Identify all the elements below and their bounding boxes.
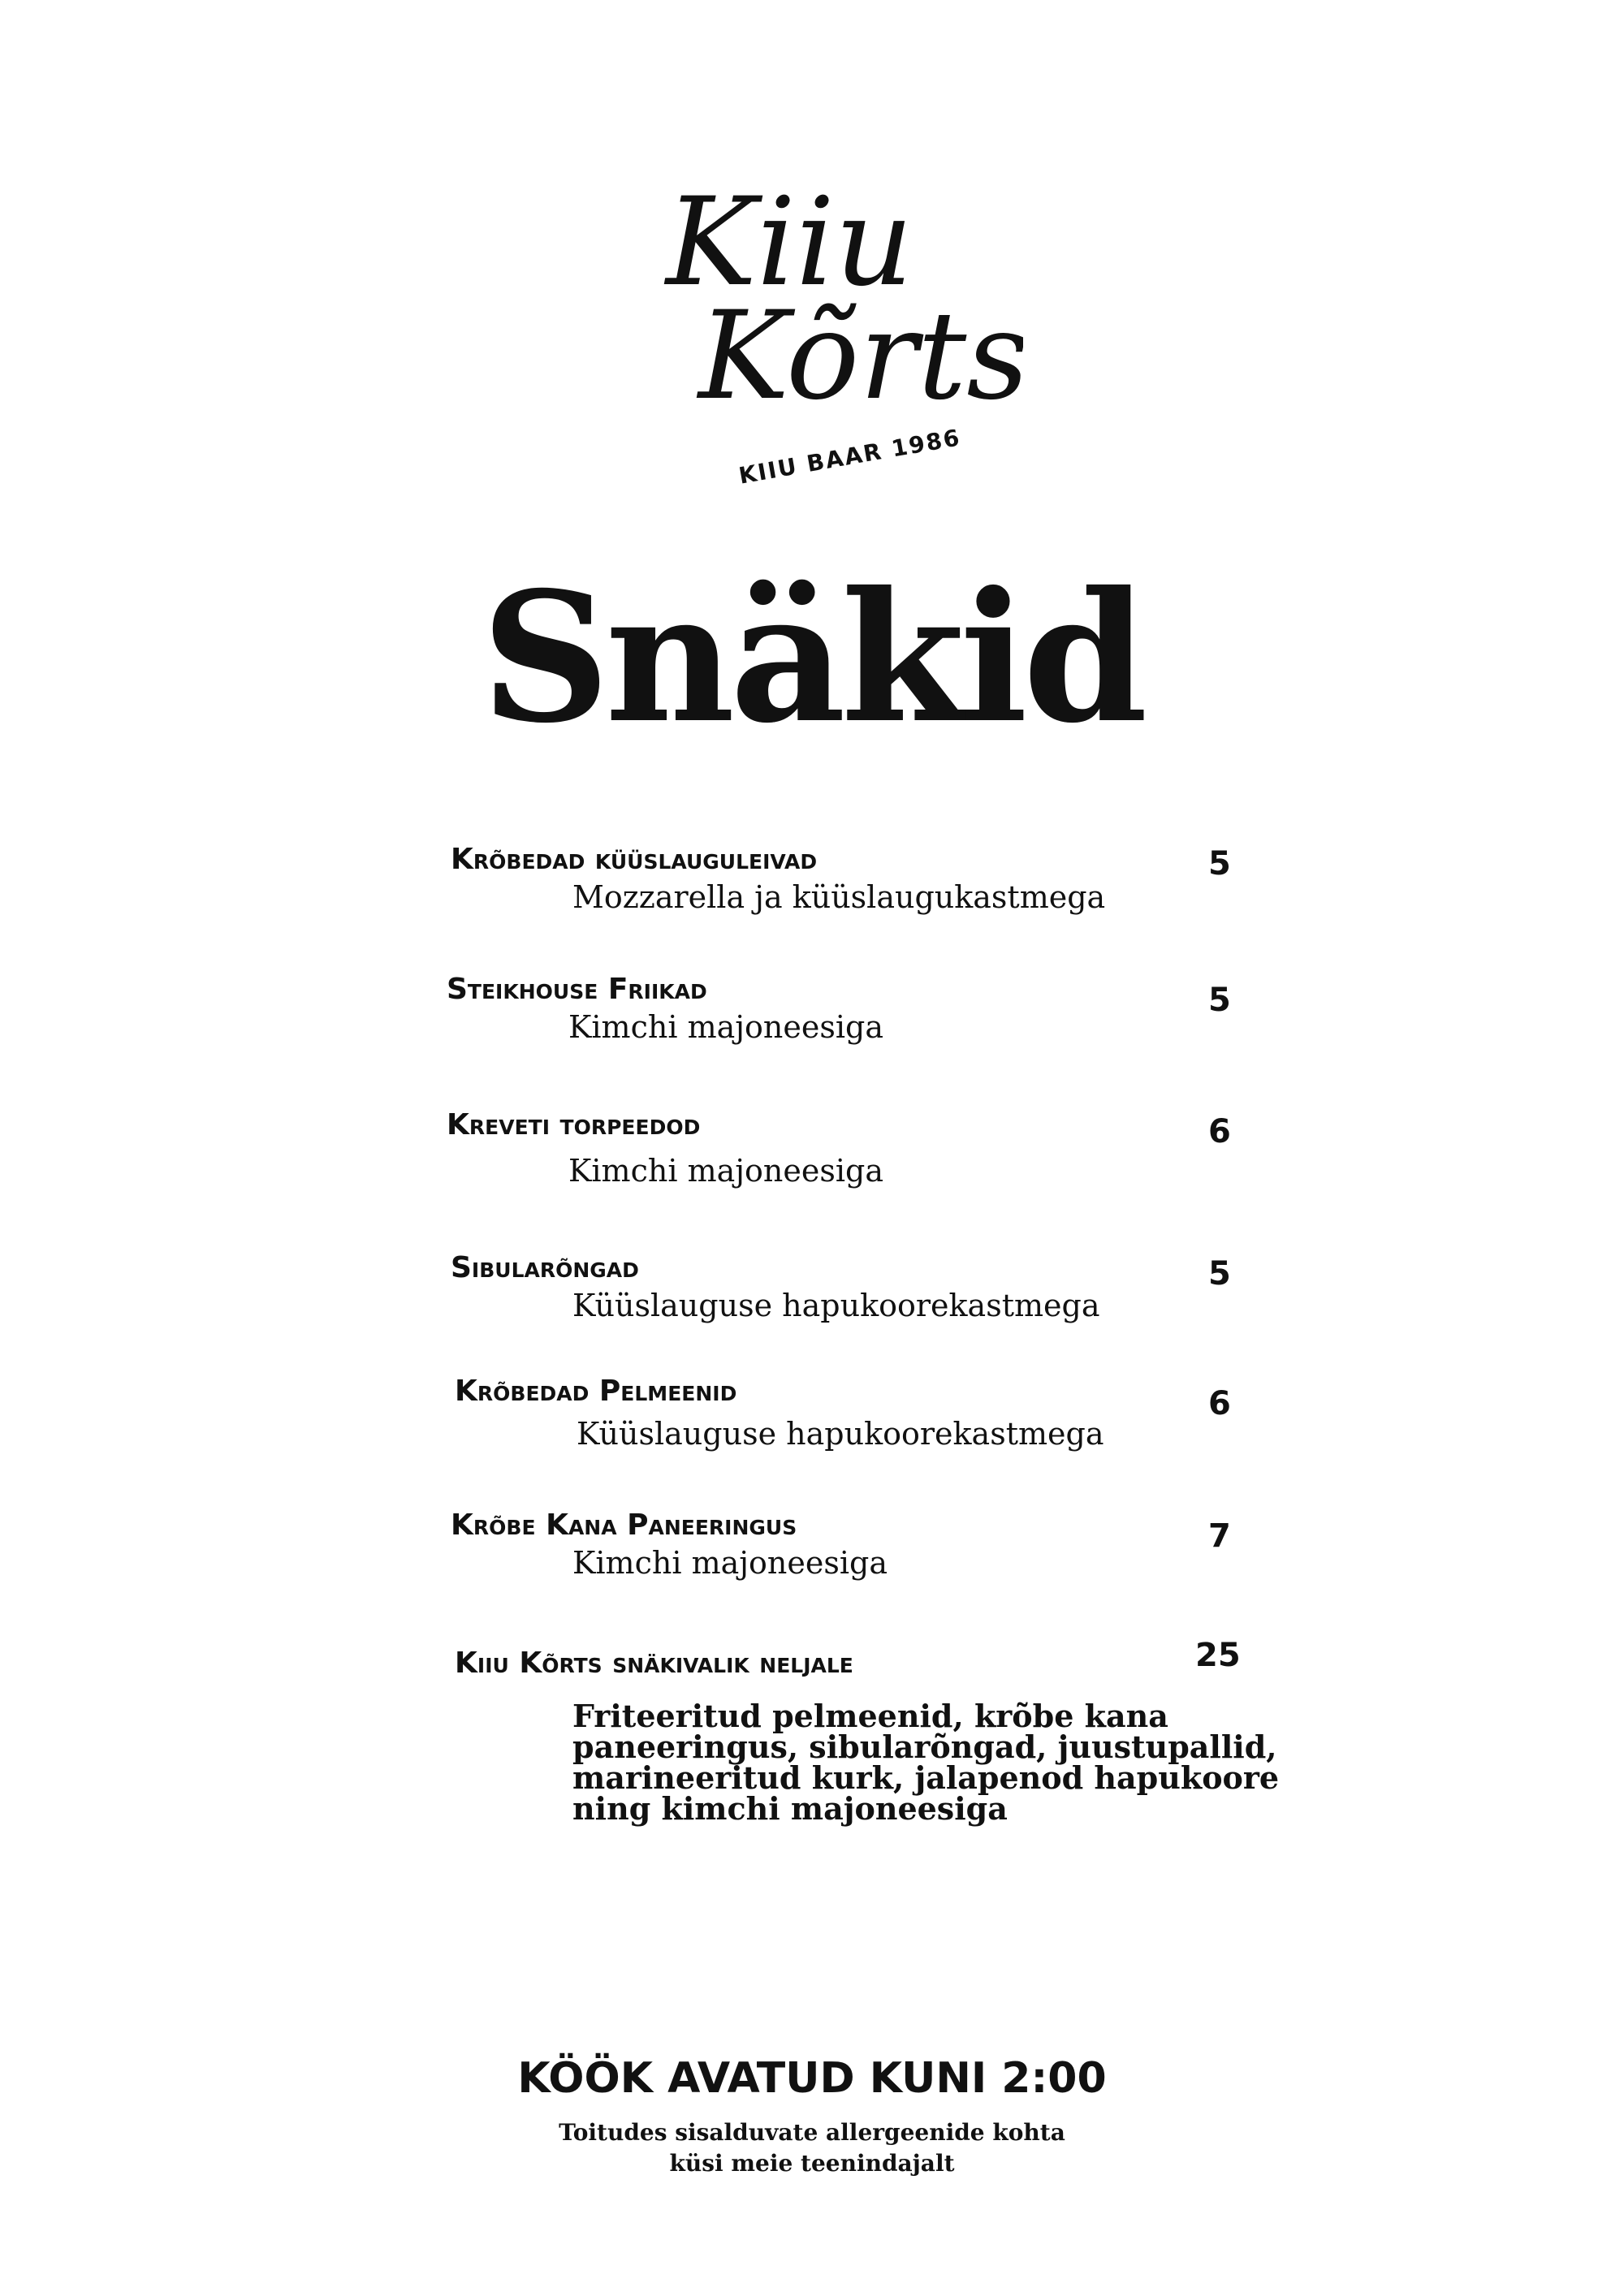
logo-line2: Kõrts <box>698 286 1023 427</box>
menu-item-description: Kimchi majoneesiga <box>572 1545 888 1581</box>
allergen-note-line2: küsi meie teenindajalt <box>669 2150 955 2177</box>
menu-item-name: Krõbedad Pelmeenid <box>455 1375 737 1408</box>
menu-item-description: Friteeritud pelmeenid, krõbe kana paneeringus, sibularõngad, juustupallid, marineeritud kurk, jalapenod hapukoore ning kimchi majoneesiga <box>572 1698 1280 1827</box>
menu-item-description: Kimchi majoneesiga <box>568 1009 883 1045</box>
menu-item-name: Kreveti torpeedod <box>447 1108 701 1142</box>
menu-item-price: 5 <box>1208 982 1231 1019</box>
logo <box>650 162 1023 503</box>
menu-item <box>455 1372 1104 1452</box>
allergen-note <box>0 2117 1624 2179</box>
menu-item <box>451 840 1105 915</box>
menu-item-price: 6 <box>1208 1113 1231 1150</box>
logo-mark <box>650 162 1023 503</box>
logo-line1: Kiiu <box>666 172 914 313</box>
menu-item-description: Kimchi majoneesiga <box>568 1153 883 1189</box>
menu-item-name: Krõbedad küüslauguleivad <box>451 843 818 876</box>
kitchen-hours: KÖÖK AVATUD KUNI 2:00 <box>517 2054 1107 2103</box>
menu-item <box>447 1106 883 1189</box>
menu-item-description: Küüslauguse hapukoorekastmega <box>577 1416 1104 1452</box>
menu-item <box>451 1249 1099 1323</box>
menu-item-description: Küüslauguse hapukoorekastmega <box>572 1288 1100 1323</box>
menu-item-price: 5 <box>1208 845 1231 883</box>
menu-item-price: 25 <box>1195 1637 1241 1674</box>
menu-item-description: Mozzarella ja küüslaugukastmega <box>572 879 1106 915</box>
allergen-note-line1: Toitudes sisalduvate allergeenide kohta <box>559 2119 1065 2146</box>
logo-subtitle: KIIU BAAR 1986 <box>736 424 963 490</box>
menu-item-name: Sibularõngad <box>451 1251 639 1284</box>
menu-item-name: Steikhouse Friikad <box>447 973 707 1006</box>
menu-item-name: Krõbe Kana Paneeringus <box>451 1508 797 1542</box>
menu-item-price: 5 <box>1208 1255 1231 1293</box>
menu-item-name: Kiiu Kõrts snäkivalik neljale <box>455 1646 853 1680</box>
menu-item <box>447 970 883 1045</box>
menu-item-price: 7 <box>1208 1517 1231 1555</box>
menu-item <box>451 1506 888 1581</box>
page-title: Snäkid <box>481 552 1143 762</box>
menu-item-price: 6 <box>1208 1385 1231 1422</box>
